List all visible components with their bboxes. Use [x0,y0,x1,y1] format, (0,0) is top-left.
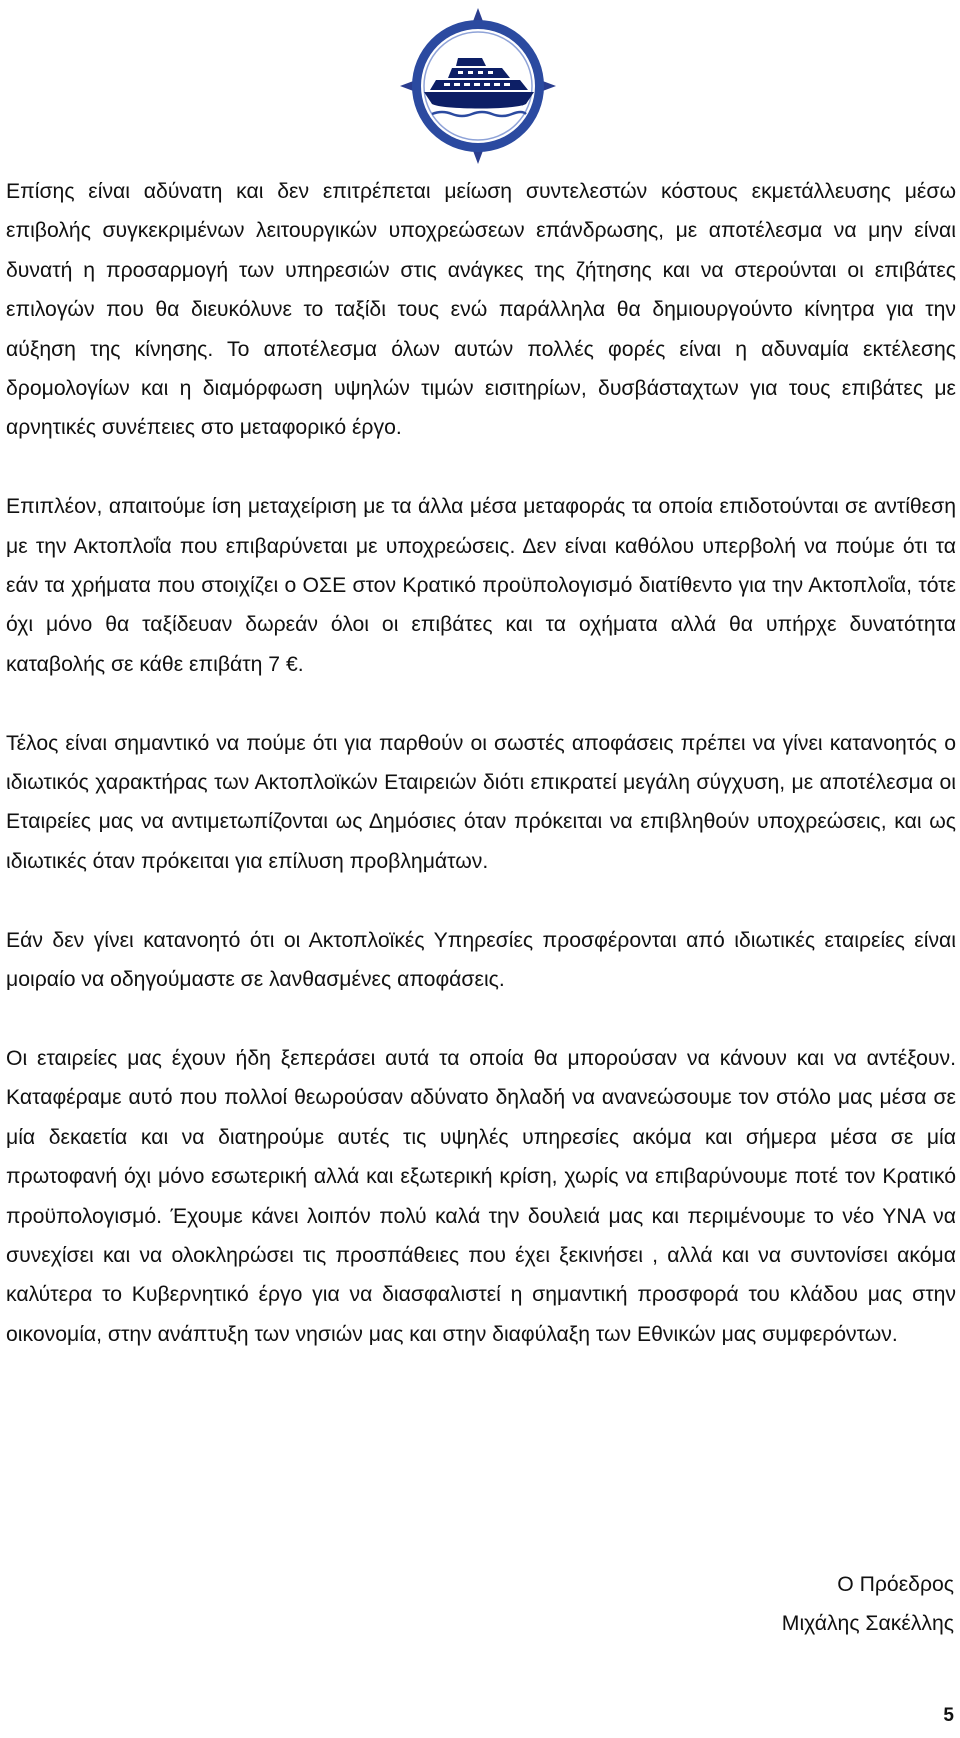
signature-name: Μιχάλης Σακέλλης [781,1612,954,1636]
page-number: 5 [943,1705,954,1726]
paragraph: Τέλος είναι σημαντικό να πούμε ότι για παρθούν οι σωστές αποφάσεις πρέπει να γίνει κατανοητός ο ιδιωτικός χαρακτήρας των Ακτοπλοϊκών Εταιρειών διότι επικρατεί μεγάλη σύγχυση, με αποτέλεσμα οι Εταιρείες μας να αντιμετωπίζονται ως Δημόσιες όταν πρόκειται να επιβληθούν υποχρεώσεις, και ως ιδιωτικές όταν πρόκειται για επίλυση προβλημάτων. [6,731,956,873]
paragraph: Εάν δεν γίνει κατανοητό ότι οι Ακτοπλοϊκές Υπηρεσίες προσφέρονται από ιδιωτικές εταιρείες είναι μοιραίο να οδηγούμαστε σε λανθασμένες αποφάσεις. [6,928,956,992]
signature-block [782,1565,954,1644]
paragraph: Οι εταιρείες μας έχουν ήδη ξεπεράσει αυτά τα οποία θα μπορούσαν να κάνουν και να αντέξουν. Καταφέραμε αυτό που πολλοί θεωρούσαν αδύνατο δηλαδή να ανανεώσουμε τον στόλο μας μέσα σε μία δεκαετία και να διατηρούμε αυτές τις υψηλές υπηρεσίες ακόμα και σήμερα μέσα σε μία πρωτοφανή όχι μόνο εσωτερική αλλά και εξωτερική κρίση, χωρίς να επιβαρύνουμε ποτέ τον Κρατικό προϋπολογισμό. Έχουμε κάνει λοιπόν πολύ καλά την δουλειά μας και περιμένουμε το νέο ΥΝΑ να συνεχίσει και να ολοκληρώσει τις προσπάθειες που έχει ξεκινήσει , αλλά και να συντονίσει ακόμα καλύτερα το Κυβερνητικό έργο για να διασφαλιστεί η σημαντική προσφορά του κλάδου μας στην οικονομία, στην ανάπτυξη των νησιών μας και στην διαφύλαξη των Εθνικών μας συμφερόντων. [6,1046,956,1346]
paragraph: Επιπλέον, απαιτούμε ίση μεταχείριση με τα άλλα μέσα μεταφοράς τα οποία επιδοτούνται σε αντίθεση με την Ακτοπλοΐα που επιβαρύνεται με υποχρεώσεις. Δεν είναι καθόλου υπερβολή να πούμε ότι τα εάν τα χρήματα που στοιχίζει ο ΟΣΕ στον Κρατικό προϋπολογισμό διατίθεντο για την Ακτοπλοΐα, τότε όχι μόνο θα ταξίδευαν δωρεάν όλοι οι επιβάτες και τα οχήματα αλλά θα υπήρχε δυνατότητα καταβολής σε κάθε επιβάτη 7 €. [6,495,956,676]
letter-body [6,172,956,1354]
paragraph: Επίσης είναι αδύνατη και δεν επιτρέπεται μείωση συντελεστών κόστους εκμετάλλευσης μέσω επιβολής συγκεκριμένων λειτουργικών υποχρεώσεων επάνδρωσης, με αποτέλεσμα να μην είναι δυνατή η προσαρμογή των υπηρεσιών στις ανάγκες της ζήτησης και να στερούνται οι επιβάτες επιλογών που θα διευκόλυνε το ταξίδι τους ενώ παράλληλα θα δημιουργούντο κίνητρα για την αύξηση της κίνησης. Το αποτέλεσμα όλων αυτών πολλές φορές είναι η αδυναμία εκτέλεσης δρομολογίων και η διαμόρφωση υψηλών τιμών εισιτηρίων, δυσβάσταχτων για τους επιβάτες με αρνητικές συνέπειες στο μεταφορικό έργο. [6,180,956,440]
signature-title: Ο Πρόεδρος [837,1573,954,1596]
ship-compass-logo-icon [398,6,558,166]
